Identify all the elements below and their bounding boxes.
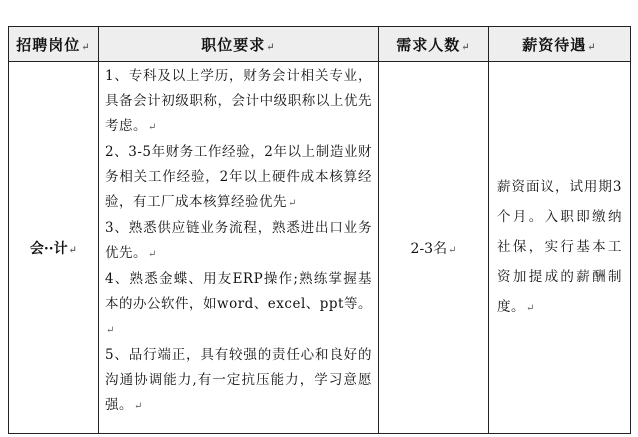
requirement-item-4: 4、熟悉金蝶、用友ERP操作;熟练掌握基本的办公软件，如word、excel、ppt等。↵ xyxy=(105,271,372,336)
header-row xyxy=(9,27,631,62)
header-salary: 薪资待遇↵ xyxy=(489,27,631,62)
cell-headcount: 2-3名↵ xyxy=(379,62,489,434)
requirement-item-1: 1、专科及以上学历，财务会计相关专业，具备会计初级职称，会计中级职称以上优先考虑。↵ xyxy=(105,68,372,134)
cell-salary xyxy=(489,62,631,434)
recruitment-table xyxy=(8,26,631,434)
data-row xyxy=(9,62,631,434)
cell-position: 会··计↵ xyxy=(9,62,99,434)
requirement-item-2: 2、3-5年财务工作经验，2年以上制造业财务相关工作经验，2年以上硬件成本核算经验，有工厂成本核算经验优先↵ xyxy=(105,144,372,210)
salary-text: 薪资面议，试用期3个月。入职即缴纳社保，实行基本工资加提成的薪酬制度。↵ xyxy=(497,178,622,315)
header-position: 招聘岗位↵ xyxy=(9,27,99,62)
requirement-item-3: 3、熟悉供应链业务流程，熟悉进出口业务优先。↵ xyxy=(105,220,372,261)
requirement-item-5: 5、品行端正，具有较强的责任心和良好的沟通协调能力,有一定抗压能力，学习意愿强。↵ xyxy=(105,347,372,413)
header-headcount: 需求人数↵ xyxy=(379,27,489,62)
header-requirements: 职位要求↵ xyxy=(99,27,379,62)
cell-requirements xyxy=(99,62,379,434)
